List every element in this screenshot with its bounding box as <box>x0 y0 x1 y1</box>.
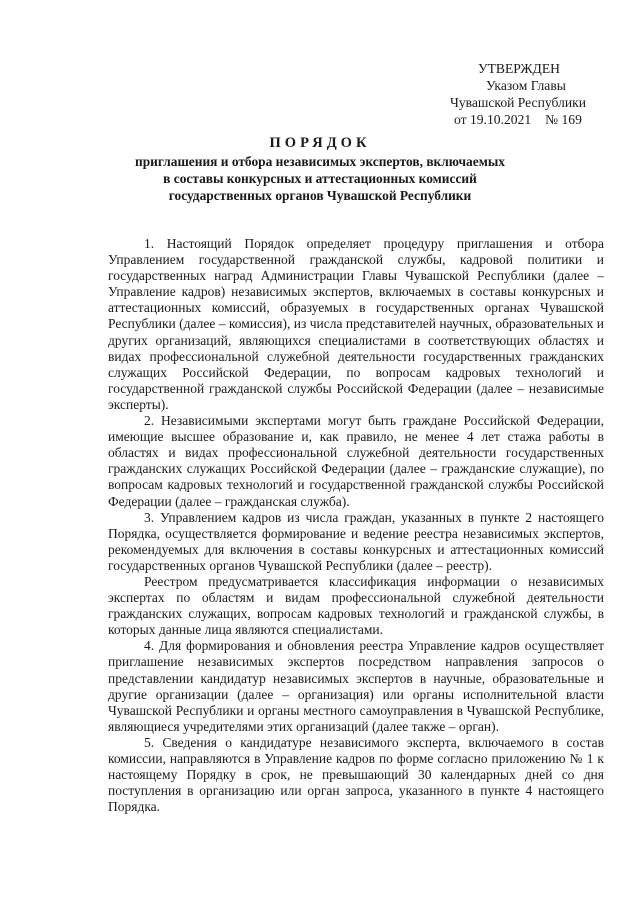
paragraph-1: 1. Настоящий Порядок определяет процедуру приглашения и отбора Управлением государственной гражданской службы, кадровой политики и государственных наград Администрации Главы Чувашской Республики (далее – Управление кадров) независимых экспертов, включаемых в составы конкурсных и аттестационных комиссий, образуемых в государственных органах Чувашской Республики (далее – комиссия), из числа представителей научных, образовательных и других организаций, являющихся специалистами в соответствующих областях и видах профессиональной служебной деятельности государственных гражданских служащих Российской Федерации, по вопросам кадровых технологий и государственной гражданской службы Российской Федерации (далее – независимые эксперты). <box>108 236 604 412</box>
title-main: ПОРЯДОК <box>269 135 371 151</box>
approval-heading: УТВЕРЖДЕН <box>478 61 560 76</box>
approval-republic: Чувашской Республики <box>450 95 586 110</box>
paragraph-3: 3. Управлением кадров из числа граждан, указанных в пункте 2 настоящего Порядка, осуществляется формирование и ведение реестра независимых экспертов, рекомендуемых для включения в составы конкурсных и аттестационных комиссий государственных органов Чувашской Республики (далее – реестр). <box>108 509 604 573</box>
document-title <box>80 133 560 204</box>
paragraph-2: 2. Независимыми экспертами могут быть граждане Российской Федерации, имеющие высшее образование и, как правило, не менее 4 лет стажа работы в областях и видах профессиональной служебной деятельности государственных гражданских служащих Российской Федерации (далее – гражданские служащие), по вопросам кадровых технологий и государственной гражданской службы Российской Федерации (далее – гражданская служба). <box>108 413 604 509</box>
approval-number: № 169 <box>545 112 582 127</box>
approval-decree: Указом Главы <box>486 78 566 93</box>
title-subtitle-line-2: в составы конкурсных и аттестационных комиссий <box>163 171 477 186</box>
paragraph-3-continued: Реестром предусматривается классификация информации о независимых экспертах по областям и видам профессиональной служебной деятельности гражданских служащих, вопросам кадровых технологий и гражданской службы, в которых данные лица являются специалистами. <box>108 573 604 638</box>
title-subtitle-line-1: приглашения и отбора независимых экспертов, включаемых <box>135 154 505 169</box>
paragraph-4: 4. Для формирования и обновления реестра Управление кадров осуществляет приглашение независимых экспертов посредством направления запросов о представлении кандидатур независимых экспертов в научные, образовательные и другие организации (далее – организация) или органы исполнительной власти Чувашской Республики и органы местного самоуправления в Чувашской Республике, являющиеся учредителями этих организаций (далее также – орган). <box>108 638 604 734</box>
approval-stamp <box>440 60 610 128</box>
paragraph-5: 5. Сведения о кандидатуре независимого эксперта, включаемого в состав комиссии, направляются в Управление кадров по форме согласно приложению № 1 к настоящему Порядку в срок, не превышающий 30 календарных дней со дня поступления в организацию или орган запроса, указанного в пункте 4 настоящего Порядка. <box>108 734 604 815</box>
approval-date: от 19.10.2021 <box>454 112 532 127</box>
document-body <box>108 236 604 815</box>
title-subtitle-line-3: государственных органов Чувашской Республики <box>168 188 472 203</box>
approval-date-number <box>440 111 610 128</box>
